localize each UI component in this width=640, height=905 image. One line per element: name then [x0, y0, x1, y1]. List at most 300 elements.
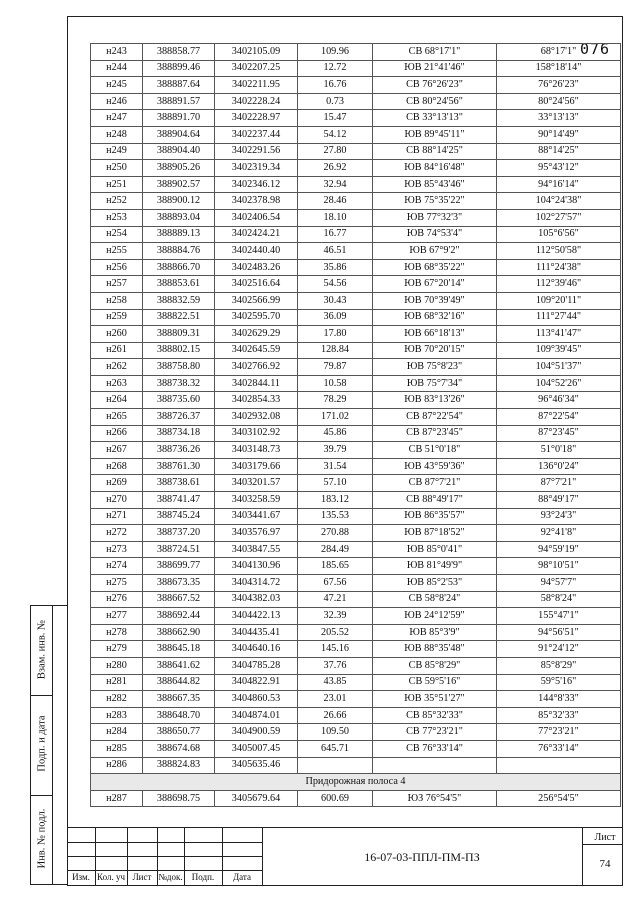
cell-coord-y: 3405007.45	[215, 740, 298, 757]
cell-rhumb: СВ 59°5'16"	[373, 674, 497, 691]
cell-azimuth: 105°6'56"	[497, 226, 621, 243]
cell-coord-y: 3403102.92	[215, 425, 298, 442]
cell-azimuth: 87°7'21"	[497, 475, 621, 492]
cell-azimuth: 94°59'19"	[497, 541, 621, 558]
cell-coord-y: 3404785.28	[215, 657, 298, 674]
table-row	[91, 757, 621, 774]
table-row	[91, 342, 621, 359]
table-row	[91, 326, 621, 343]
cell-distance: 78.29	[298, 392, 373, 409]
cell-coord-x: 388891.57	[143, 93, 215, 110]
side-label-replacement: Взам. инв. №	[36, 619, 48, 680]
cell-coord-y: 3404422.13	[215, 608, 298, 625]
cell-azimuth: 92°41'8"	[497, 525, 621, 542]
table-row	[91, 608, 621, 625]
cell-coord-x: 388736.26	[143, 442, 215, 459]
cell-coord-y: 3404822.91	[215, 674, 298, 691]
cell-rhumb: ЮВ 35°51'27"	[373, 691, 497, 708]
cell-distance: 0.73	[298, 93, 373, 110]
table-row	[91, 309, 621, 326]
cell-coord-x: 388738.32	[143, 375, 215, 392]
cell-coord-x: 388667.35	[143, 691, 215, 708]
cell-point-id: н282	[91, 691, 143, 708]
cell-distance: 46.51	[298, 243, 373, 260]
cell-point-id: н250	[91, 160, 143, 177]
cell-point-id: н266	[91, 425, 143, 442]
cell-rhumb: ЮВ 75°35'22"	[373, 193, 497, 210]
cell-distance: 171.02	[298, 409, 373, 426]
table-row	[91, 176, 621, 193]
cell-coord-y: 3403576.97	[215, 525, 298, 542]
cell-coord-x: 388741.47	[143, 492, 215, 509]
cell-distance: 284.49	[298, 541, 373, 558]
cell-rhumb: ЮВ 85°3'9"	[373, 624, 497, 641]
cell-rhumb: СВ 76°33'14"	[373, 740, 497, 757]
cell-coord-y: 3402378.98	[215, 193, 298, 210]
cell-coord-x: 388900.12	[143, 193, 215, 210]
table-row	[91, 558, 621, 575]
cell-point-id: н267	[91, 442, 143, 459]
stamp-header-docno: №док.	[158, 872, 183, 882]
cell-azimuth: 68°17'1"	[497, 44, 621, 61]
cell-point-id: н259	[91, 309, 143, 326]
cell-coord-x: 388745.24	[143, 508, 215, 525]
cell-coord-x: 388809.31	[143, 326, 215, 343]
cell-coord-x: 388737.20	[143, 525, 215, 542]
cell-coord-y: 3402645.59	[215, 342, 298, 359]
cell-coord-x: 388891.70	[143, 110, 215, 127]
table-row	[91, 724, 621, 741]
table-row	[91, 375, 621, 392]
cell-coord-y: 3402566.99	[215, 292, 298, 309]
cell-coord-y: 3405679.64	[215, 790, 298, 807]
table-row	[91, 110, 621, 127]
cell-coord-y: 3405635.46	[215, 757, 298, 774]
cell-coord-x: 388824.83	[143, 757, 215, 774]
table-row	[91, 707, 621, 724]
section-title: Придорожная полоса 4	[91, 774, 621, 791]
cell-coord-y: 3402424.21	[215, 226, 298, 243]
table-row	[91, 226, 621, 243]
cell-point-id: н246	[91, 93, 143, 110]
cell-coord-y: 3402440.40	[215, 243, 298, 260]
cell-coord-y: 3404860.53	[215, 691, 298, 708]
cell-rhumb: СВ 51°0'18"	[373, 442, 497, 459]
cell-coord-y: 3404900.59	[215, 724, 298, 741]
cell-rhumb: ЮВ 84°16'48"	[373, 160, 497, 177]
cell-distance: 135.53	[298, 508, 373, 525]
side-cell-inventory	[31, 796, 53, 884]
cell-coord-y: 3404435.41	[215, 624, 298, 641]
cell-azimuth: 76°26'23"	[497, 77, 621, 94]
side-cell-signature	[31, 696, 53, 796]
table-row	[91, 126, 621, 143]
cell-rhumb: СВ 87°22'54"	[373, 409, 497, 426]
cell-rhumb: ЮВ 75°7'34"	[373, 375, 497, 392]
cell-azimuth	[497, 757, 621, 774]
cell-coord-x: 388853.61	[143, 276, 215, 293]
cell-coord-x: 388904.64	[143, 126, 215, 143]
table-row	[91, 392, 621, 409]
cell-coord-x: 388726.37	[143, 409, 215, 426]
cell-azimuth: 104°52'26"	[497, 375, 621, 392]
cell-coord-x: 388667.52	[143, 591, 215, 608]
table-row	[91, 143, 621, 160]
cell-rhumb: СВ 80°24'56"	[373, 93, 497, 110]
side-label-inventory: Инв. № подл.	[36, 808, 48, 869]
cell-distance: 16.76	[298, 77, 373, 94]
cell-azimuth: 136°0'24"	[497, 458, 621, 475]
cell-distance: 30.43	[298, 292, 373, 309]
cell-azimuth: 104°51'37"	[497, 359, 621, 376]
cell-point-id: н254	[91, 226, 143, 243]
cell-rhumb: СВ 77°23'21"	[373, 724, 497, 741]
cell-azimuth: 87°22'54"	[497, 409, 621, 426]
cell-distance: 32.94	[298, 176, 373, 193]
cell-coord-x: 388893.04	[143, 209, 215, 226]
cell-azimuth: 112°39'46"	[497, 276, 621, 293]
cell-point-id: н274	[91, 558, 143, 575]
cell-azimuth: 91°24'12"	[497, 641, 621, 658]
cell-distance: 145.16	[298, 641, 373, 658]
table-row	[91, 77, 621, 94]
table-row	[91, 425, 621, 442]
cell-point-id: н247	[91, 110, 143, 127]
cell-coord-y: 3402346.12	[215, 176, 298, 193]
cell-distance: 32.39	[298, 608, 373, 625]
cell-distance: 26.92	[298, 160, 373, 177]
cell-distance: 43.85	[298, 674, 373, 691]
table-row	[91, 525, 621, 542]
cell-coord-y: 3404640.16	[215, 641, 298, 658]
cell-rhumb: СВ 68°17'1"	[373, 44, 497, 61]
cell-azimuth: 85°8'29"	[497, 657, 621, 674]
cell-point-id: н248	[91, 126, 143, 143]
cell-coord-y: 3404874.01	[215, 707, 298, 724]
cell-rhumb: ЮВ 81°49'9"	[373, 558, 497, 575]
table-row	[91, 259, 621, 276]
cell-point-id: н287	[91, 790, 143, 807]
cell-coord-y: 3403201.57	[215, 475, 298, 492]
cell-coord-y: 3402629.29	[215, 326, 298, 343]
table-row	[91, 442, 621, 459]
cell-rhumb: ЮВ 75°8'23"	[373, 359, 497, 376]
cell-point-id: н285	[91, 740, 143, 757]
cell-point-id: н251	[91, 176, 143, 193]
cell-rhumb: ЮВ 89°45'11"	[373, 126, 497, 143]
cell-coord-x: 388734.18	[143, 425, 215, 442]
cell-azimuth: 76°33'14"	[497, 740, 621, 757]
table-row	[91, 209, 621, 226]
cell-coord-x: 388699.77	[143, 558, 215, 575]
cell-point-id: н281	[91, 674, 143, 691]
cell-point-id: н277	[91, 608, 143, 625]
cell-coord-x: 388674.68	[143, 740, 215, 757]
cell-azimuth: 102°27'57"	[497, 209, 621, 226]
table-row	[91, 93, 621, 110]
cell-azimuth: 85°32'33"	[497, 707, 621, 724]
cell-rhumb: ЮВ 87°18'52"	[373, 525, 497, 542]
cell-point-id: н283	[91, 707, 143, 724]
cell-azimuth: 109°39'45"	[497, 342, 621, 359]
cell-rhumb: СВ 33°13'13"	[373, 110, 497, 127]
cell-point-id: н255	[91, 243, 143, 260]
cell-distance: 27.80	[298, 143, 373, 160]
cell-point-id: н264	[91, 392, 143, 409]
table-row	[91, 243, 621, 260]
table-row	[91, 60, 621, 77]
cell-distance: 79.87	[298, 359, 373, 376]
cell-distance: 31.54	[298, 458, 373, 475]
cell-point-id: н243	[91, 44, 143, 61]
side-label-signature: Подп. и дата	[36, 715, 48, 772]
cell-rhumb: ЮВ 86°35'57"	[373, 508, 497, 525]
cell-rhumb: СВ 87°23'45"	[373, 425, 497, 442]
cell-coord-x: 388761.30	[143, 458, 215, 475]
cell-coord-y: 3402844.11	[215, 375, 298, 392]
cell-coord-x: 388889.13	[143, 226, 215, 243]
cell-coord-x: 388662.90	[143, 624, 215, 641]
cell-distance: 12.72	[298, 60, 373, 77]
cell-rhumb: ЮВ 68°32'16"	[373, 309, 497, 326]
cell-coord-x: 388758.80	[143, 359, 215, 376]
cell-distance: 54.12	[298, 126, 373, 143]
cell-distance: 18.10	[298, 209, 373, 226]
cell-coord-y: 3402516.64	[215, 276, 298, 293]
table-row	[91, 624, 621, 641]
cell-coord-x: 388692.44	[143, 608, 215, 625]
cell-azimuth: 90°14'49"	[497, 126, 621, 143]
cell-azimuth: 33°13'13"	[497, 110, 621, 127]
cell-azimuth: 95°43'12"	[497, 160, 621, 177]
cell-distance: 15.47	[298, 110, 373, 127]
cell-rhumb: ЮВ 43°59'36"	[373, 458, 497, 475]
cell-azimuth: 59°5'16"	[497, 674, 621, 691]
cell-coord-x: 388673.35	[143, 575, 215, 592]
cell-rhumb: ЮВ 77°32'3"	[373, 209, 497, 226]
table-row	[91, 44, 621, 61]
cell-coord-x: 388822.51	[143, 309, 215, 326]
table-row	[91, 409, 621, 426]
document-code: 16-07-03-ППЛ-ПМ-ПЗ	[364, 850, 480, 864]
cell-coord-y: 3402228.24	[215, 93, 298, 110]
table-row	[91, 691, 621, 708]
cell-rhumb: ЮВ 67°20'14"	[373, 276, 497, 293]
title-block	[67, 827, 623, 886]
cell-point-id: н284	[91, 724, 143, 741]
table-row	[91, 193, 621, 210]
cell-distance: 35.86	[298, 259, 373, 276]
coordinates-table	[90, 43, 621, 807]
cell-coord-y: 3402932.08	[215, 409, 298, 426]
cell-point-id: н256	[91, 259, 143, 276]
table-row	[91, 508, 621, 525]
cell-distance: 47.21	[298, 591, 373, 608]
cell-rhumb: ЮВ 88°35'48"	[373, 641, 497, 658]
cell-distance: 16.77	[298, 226, 373, 243]
cell-coord-y: 3404130.96	[215, 558, 298, 575]
table-row	[91, 292, 621, 309]
cell-coord-y: 3402211.95	[215, 77, 298, 94]
cell-distance: 205.52	[298, 624, 373, 641]
cell-distance: 185.65	[298, 558, 373, 575]
cell-coord-y: 3402483.26	[215, 259, 298, 276]
cell-point-id: н265	[91, 409, 143, 426]
cell-coord-y: 3402595.70	[215, 309, 298, 326]
cell-coord-x: 388904.40	[143, 143, 215, 160]
cell-azimuth: 77°23'21"	[497, 724, 621, 741]
cell-coord-x: 388650.77	[143, 724, 215, 741]
table-row	[91, 276, 621, 293]
cell-distance: 57.10	[298, 475, 373, 492]
table-row	[91, 458, 621, 475]
cell-coord-x: 388641.62	[143, 657, 215, 674]
cell-azimuth: 94°16'14"	[497, 176, 621, 193]
cell-azimuth: 155°47'1"	[497, 608, 621, 625]
stamp-header-count: Кол. уч	[97, 872, 125, 882]
cell-rhumb: ЮВ 68°35'22"	[373, 259, 497, 276]
table-row	[91, 641, 621, 658]
cell-point-id: н261	[91, 342, 143, 359]
cell-distance: 17.80	[298, 326, 373, 343]
cell-rhumb: СВ 58°8'24"	[373, 591, 497, 608]
cell-distance: 183.12	[298, 492, 373, 509]
cell-coord-x: 388899.46	[143, 60, 215, 77]
table-row	[91, 475, 621, 492]
cell-rhumb: ЮЗ 76°54'5"	[373, 790, 497, 807]
cell-point-id: н252	[91, 193, 143, 210]
table-row	[91, 575, 621, 592]
cell-rhumb: СВ 88°14'25"	[373, 143, 497, 160]
cell-azimuth: 96°46'34"	[497, 392, 621, 409]
stamp-header-signature: Подп.	[191, 872, 215, 882]
cell-rhumb: ЮВ 70°20'15"	[373, 342, 497, 359]
cell-coord-x: 388802.15	[143, 342, 215, 359]
cell-rhumb: СВ 87°7'21"	[373, 475, 497, 492]
cell-distance: 37.76	[298, 657, 373, 674]
cell-coord-y: 3402207.25	[215, 60, 298, 77]
cell-azimuth: 88°49'17"	[497, 492, 621, 509]
cell-azimuth: 88°14'25"	[497, 143, 621, 160]
cell-azimuth: 111°24'38"	[497, 259, 621, 276]
cell-coord-x: 388884.76	[143, 243, 215, 260]
cell-point-id: н260	[91, 326, 143, 343]
cell-rhumb: ЮВ 67°9'2"	[373, 243, 497, 260]
cell-rhumb: ЮВ 85°0'41"	[373, 541, 497, 558]
sheet-number: 74	[599, 858, 611, 870]
cell-point-id: н273	[91, 541, 143, 558]
cell-point-id: н257	[91, 276, 143, 293]
cell-point-id: н269	[91, 475, 143, 492]
cell-point-id: н271	[91, 508, 143, 525]
cell-coord-y: 3402406.54	[215, 209, 298, 226]
section-row	[91, 774, 621, 791]
cell-rhumb: СВ 88°49'17"	[373, 492, 497, 509]
cell-distance: 54.56	[298, 276, 373, 293]
cell-point-id: н279	[91, 641, 143, 658]
cell-point-id: н262	[91, 359, 143, 376]
cell-azimuth: 111°27'44"	[497, 309, 621, 326]
cell-coord-y: 3402228.97	[215, 110, 298, 127]
cell-azimuth: 112°50'58"	[497, 243, 621, 260]
table-row	[91, 160, 621, 177]
cell-rhumb: ЮВ 70°39'49"	[373, 292, 497, 309]
cell-distance: 39.79	[298, 442, 373, 459]
cell-coord-y: 3404314.72	[215, 575, 298, 592]
cell-azimuth: 144°8'33"	[497, 691, 621, 708]
cell-coord-x: 388648.70	[143, 707, 215, 724]
cell-azimuth: 256°54'5"	[497, 790, 621, 807]
cell-point-id: н272	[91, 525, 143, 542]
cell-coord-x: 388724.51	[143, 541, 215, 558]
cell-coord-x: 388645.18	[143, 641, 215, 658]
cell-rhumb: ЮВ 85°2'53"	[373, 575, 497, 592]
table-row	[91, 359, 621, 376]
cell-coord-x: 388832.59	[143, 292, 215, 309]
cell-point-id: н270	[91, 492, 143, 509]
cell-coord-y: 3402854.33	[215, 392, 298, 409]
cell-distance: 28.46	[298, 193, 373, 210]
cell-coord-y: 3403148.73	[215, 442, 298, 459]
stamp-header-change: Изм.	[72, 872, 90, 882]
cell-distance: 109.96	[298, 44, 373, 61]
cell-coord-y: 3402291.56	[215, 143, 298, 160]
cell-azimuth: 94°57'7"	[497, 575, 621, 592]
cell-rhumb: ЮВ 74°53'4"	[373, 226, 497, 243]
cell-distance: 10.58	[298, 375, 373, 392]
table-row	[91, 657, 621, 674]
cell-point-id: н253	[91, 209, 143, 226]
cell-azimuth: 94°56'51"	[497, 624, 621, 641]
cell-coord-y: 3402105.09	[215, 44, 298, 61]
cell-point-id: н286	[91, 757, 143, 774]
cell-point-id: н244	[91, 60, 143, 77]
cell-distance: 270.88	[298, 525, 373, 542]
table-row	[91, 492, 621, 509]
cell-point-id: н245	[91, 77, 143, 94]
cell-distance	[298, 757, 373, 774]
cell-point-id: н275	[91, 575, 143, 592]
cell-distance: 23.01	[298, 691, 373, 708]
cell-coord-y: 3403179.66	[215, 458, 298, 475]
table-row	[91, 541, 621, 558]
cell-point-id: н268	[91, 458, 143, 475]
cell-coord-y: 3402766.92	[215, 359, 298, 376]
cell-coord-y: 3403258.59	[215, 492, 298, 509]
cell-rhumb: СВ 85°8'29"	[373, 657, 497, 674]
cell-azimuth: 98°10'51"	[497, 558, 621, 575]
cell-rhumb: ЮВ 24°12'59"	[373, 608, 497, 625]
cell-azimuth: 93°24'3"	[497, 508, 621, 525]
side-stamp-column	[30, 605, 67, 885]
cell-coord-x: 388858.77	[143, 44, 215, 61]
cell-azimuth: 104°24'38"	[497, 193, 621, 210]
cell-distance: 67.56	[298, 575, 373, 592]
cell-rhumb	[373, 757, 497, 774]
cell-rhumb: ЮВ 83°13'26"	[373, 392, 497, 409]
cell-coord-x: 388738.61	[143, 475, 215, 492]
cell-distance: 36.09	[298, 309, 373, 326]
side-cell-replacement	[31, 606, 53, 696]
cell-point-id: н276	[91, 591, 143, 608]
cell-coord-x: 388698.75	[143, 790, 215, 807]
table-row	[91, 674, 621, 691]
cell-rhumb: ЮВ 66°18'13"	[373, 326, 497, 343]
page-stamp-number: 076	[580, 40, 611, 58]
cell-rhumb: ЮВ 21°41'46"	[373, 60, 497, 77]
cell-azimuth: 113°41'47"	[497, 326, 621, 343]
cell-coord-x: 388902.57	[143, 176, 215, 193]
